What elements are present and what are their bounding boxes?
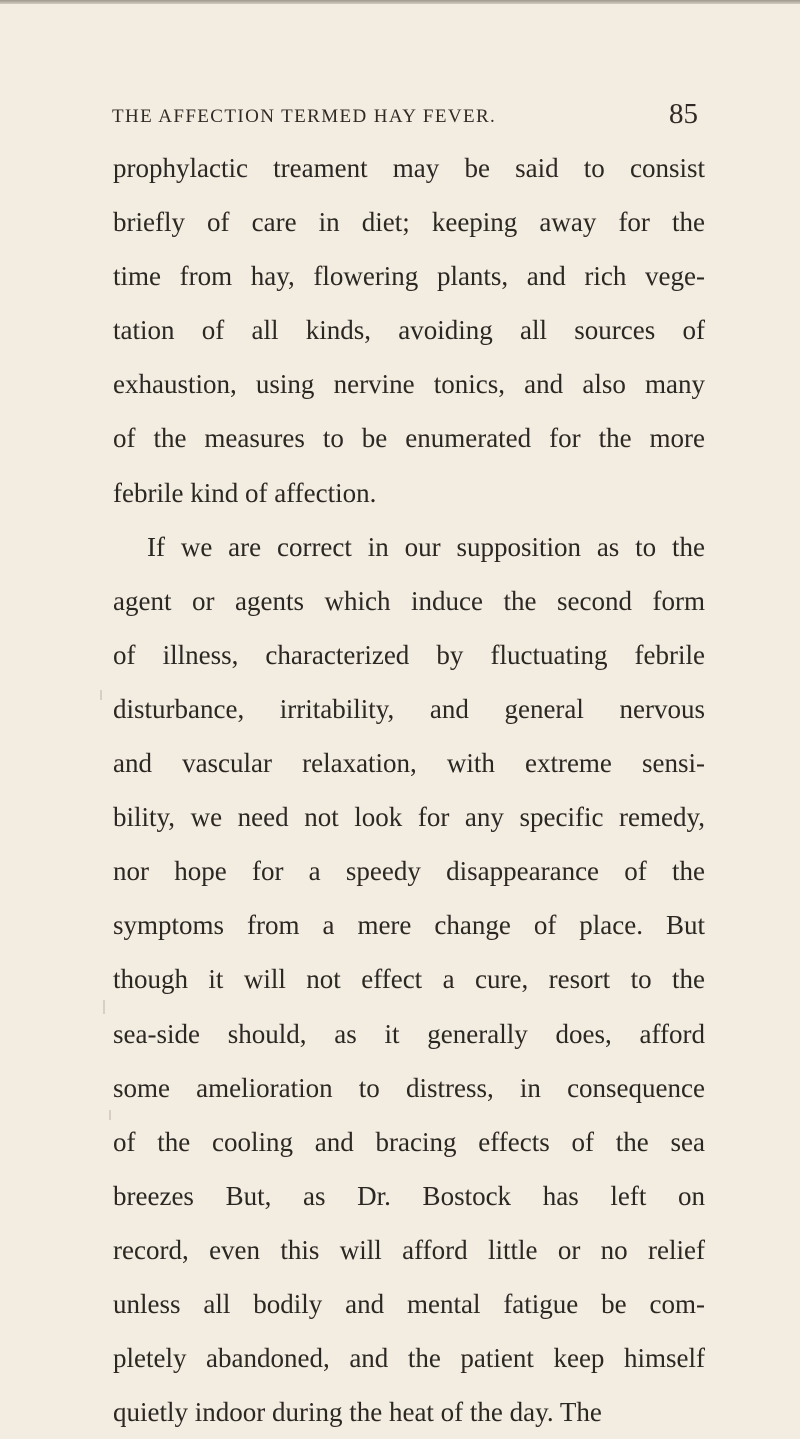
text-line: tation of all kinds, avoiding all sources of: [113, 315, 705, 346]
text-line: briefly of care in diet; keeping away for the: [113, 207, 705, 238]
text-line: febrile kind of affection.: [113, 477, 377, 508]
text-line: of the cooling and bracing effects of the sea: [113, 1126, 705, 1157]
running-head: [112, 98, 698, 138]
body-text: [113, 141, 705, 1439]
text-line: some amelioration to distress, in consequence: [113, 1072, 705, 1103]
margin-mark: [109, 1110, 111, 1120]
text-line: exhaustion, using nervine tonics, and also many: [113, 369, 705, 400]
text-line: nor hope for a speedy disappearance of the: [113, 856, 705, 887]
text-line: time from hay, flowering plants, and rich vege-: [113, 261, 705, 292]
page-top-edge: [0, 0, 800, 4]
text-line: of the measures to be enumerated for the more: [113, 423, 705, 454]
text-line: record, even this will afford little or no relief: [113, 1234, 705, 1265]
text-line: breezes But, as Dr. Bostock has left on: [113, 1180, 705, 1211]
text-line: disturbance, irritability, and general nervous: [113, 693, 705, 724]
text-line: prophylactic treament may be said to consist: [113, 153, 705, 183]
text-line: symptoms from a mere change of place. But: [113, 910, 705, 941]
text-line: and vascular relaxation, with extreme sensi-: [113, 748, 705, 779]
margin-mark: [100, 690, 102, 700]
text-line: If we are correct in our supposition as to the: [147, 531, 705, 562]
text-line: of illness, characterized by fluctuating febrile: [113, 639, 705, 670]
text-line: pletely abandoned, and the patient keep himself: [113, 1343, 705, 1374]
text-line: unless all bodily and mental fatigue be com-: [113, 1288, 705, 1319]
text-line: though it will not effect a cure, resort to the: [113, 964, 705, 995]
running-head-title: THE AFFECTION TERMED HAY FEVER.: [112, 106, 497, 127]
page-number: 85: [669, 98, 698, 130]
text-line: bility, we need not look for any specific remedy,: [113, 802, 705, 833]
text-line: sea-side should, as it generally does, afford: [113, 1018, 705, 1049]
text-line: agent or agents which induce the second form: [113, 585, 705, 616]
text-line: quietly indoor during the heat of the day. The: [113, 1397, 602, 1428]
margin-mark: [103, 1000, 105, 1014]
